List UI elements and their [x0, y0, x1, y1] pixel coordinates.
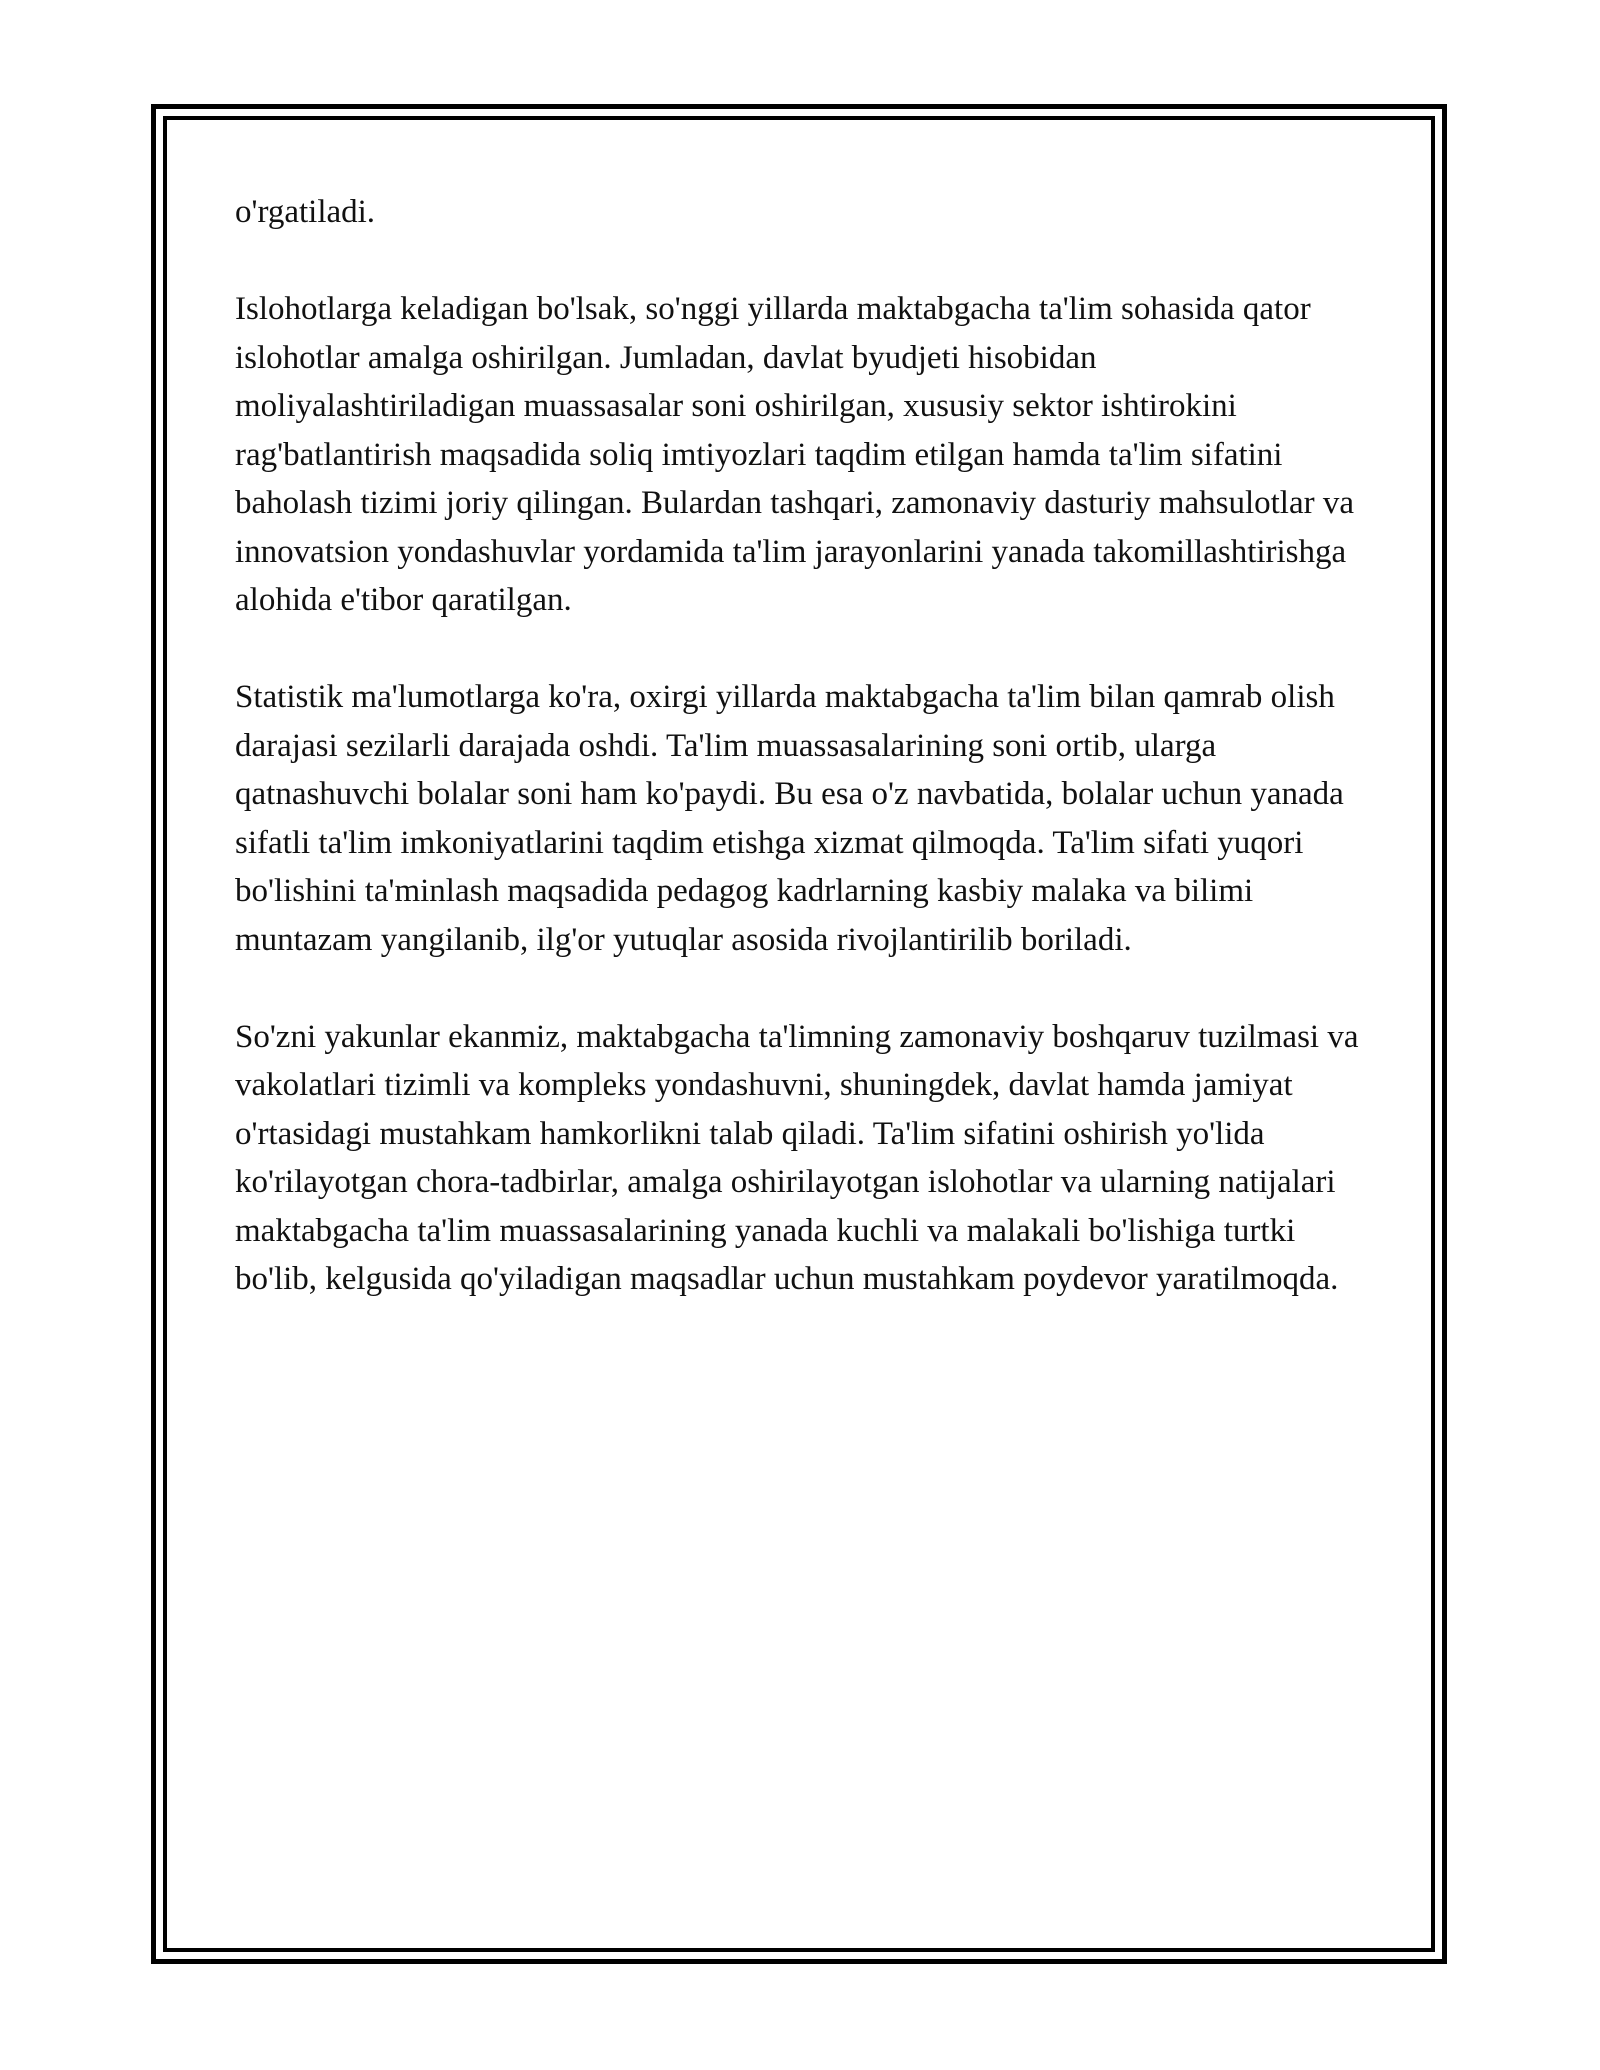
paragraph-conclusion: So'zni yakunlar ekanmiz, maktabgacha ta'limning zamonaviy boshqaruv tuzilmasi va vakolatlari tizimli va kompleks yondashuvni, shuningdek, davlat hamda jamiyat o'rtasidagi mustahkam hamkorlikni talab qiladi. Ta'lim sifatini oshirish yo'lida ko'rilayotgan chora-tadbirlar, amalga oshirilayotgan islohotlar va ularning natijalari maktabgacha ta'lim muassasalarining yanada kuchli va malakali bo'lishiga turtki bo'lib, kelgusida qo'yiladigan maqsadlar uchun mustahkam poydevor yaratilmoqda.	[235, 1018, 1359, 1297]
paragraph-statistics: Statistik ma'lumotlarga ko'ra, oxirgi yillarda maktabgacha ta'lim bilan qamrab olish darajasi sezilarli darajada oshdi. Ta'lim muassasalarining soni ortib, ularga qatnashuvchi bolalar soni ham ko'paydi. Bu esa o'z navbatida, bolalar uchun yanada sifatli ta'lim imkoniyatlarini taqdim etishga xizmat qilmoqda. Ta'lim sifati yuqori bo'lishini ta'minlash maqsadida pedagog kadrlarning kasbiy malaka va bilimi muntazam yangilanib, ilg'or yutuqlar asosida rivojlantirilib boriladi.	[235, 679, 1344, 958]
paragraph-continuation: o'rgatiladi.	[235, 194, 376, 230]
document-body	[235, 188, 1385, 1352]
paragraph-reforms: Islohotlarga keladigan bo'lsak, so'nggi yillarda maktabgacha ta'lim sohasida qator islohotlar amalga oshirilgan. Jumladan, davlat byudjeti hisobidan moliyalashtiriladigan muassasalar soni oshirilgan, xususiy sektor ishtirokini rag'batlantirish maqsadida soliq imtiyozlari taqdim etilgan hamda ta'lim sifatini baholash tizimi joriy qilingan. Bulardan tashqari, zamonaviy dasturiy mahsulotlar va innovatsion yondashuvlar yordamida ta'lim jarayonlarini yanada takomillashtirishga alohida e'tibor qaratilgan.	[235, 291, 1354, 618]
